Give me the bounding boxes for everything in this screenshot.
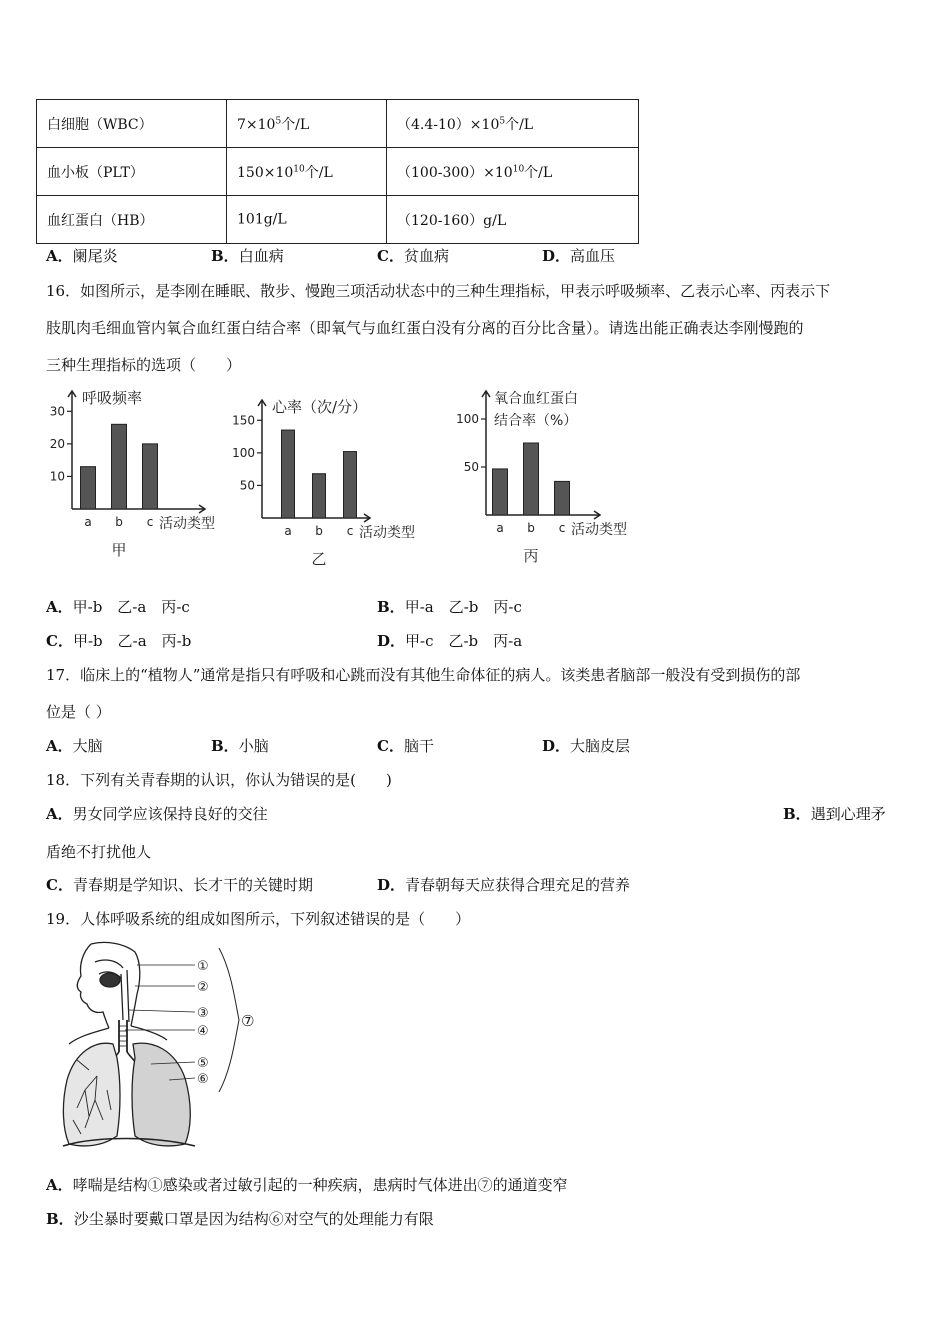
diagram-label-5: ⑤	[197, 1056, 209, 1071]
table-cell: 血小板（PLT）	[37, 148, 227, 196]
bar-c	[555, 481, 570, 515]
chart-caption: 乙	[311, 550, 327, 568]
x-tick-label: b	[115, 515, 123, 529]
bar-a	[493, 469, 508, 515]
bar-a	[81, 467, 96, 509]
y-tick-label: 100	[456, 412, 479, 426]
chart-caption: 丙	[523, 547, 539, 565]
respiratory-system-diagram	[55, 940, 275, 1155]
x-tick-label: a	[84, 515, 92, 529]
table-cell: 白细胞（WBC）	[37, 100, 227, 148]
bar-c	[143, 444, 158, 509]
q16-option-a[interactable]: A．甲-b 乙-a 丙-c	[46, 598, 190, 616]
y-tick-label: 50	[463, 460, 479, 474]
blood-test-table	[36, 99, 639, 244]
bar-a	[282, 430, 295, 518]
y-tick-label: 30	[49, 404, 65, 419]
q17-option-a[interactable]: A．大脑	[46, 737, 103, 755]
diagram-label-6: ⑥	[197, 1072, 209, 1087]
q17-stem-line: 17．临床上的“植物人”通常是指只有呼吸和心跳而没有其他生命体征的病人。该类患者脑部一般没有受到损伤的部	[46, 666, 801, 684]
q16-stem-line: 三种生理指标的选项（ ）	[46, 356, 242, 374]
y-tick-label: 20	[49, 436, 65, 451]
table-row	[37, 196, 639, 244]
q15-option-a[interactable]: A．阑尾炎	[46, 247, 118, 265]
q18-option-a[interactable]: A．男女同学应该保持良好的交往	[46, 805, 268, 823]
x-tick-label: a	[284, 524, 292, 538]
q18-stem: 18．下列有关青春期的认识，你认为错误的是( )	[46, 771, 392, 789]
chart-caption: 甲	[111, 541, 127, 559]
q17-option-d[interactable]: D．大脑皮层	[542, 737, 631, 755]
q16-option-b[interactable]: B．甲-a 乙-b 丙-c	[377, 598, 522, 616]
x-tick-label: c	[346, 524, 354, 538]
chart-oxyhemoglobin	[442, 385, 652, 570]
y-tick-label: 50	[239, 478, 255, 493]
chart-title: 结合率（%）	[494, 413, 578, 429]
q17-option-b[interactable]: B．小脑	[211, 737, 269, 755]
chart-breathing-rate	[40, 385, 240, 570]
diagram-label-2: ②	[197, 980, 209, 995]
diagram-label-3: ③	[197, 1006, 209, 1021]
table-cell: （120-160）g/L	[387, 196, 639, 244]
chart-title: 心率（次/分）	[272, 398, 368, 416]
bar-b	[524, 443, 539, 515]
q18-option-b[interactable]: B．遇到心理矛	[783, 805, 886, 823]
table-cell: $7\times 10^5$个/L	[227, 100, 387, 148]
q15-option-b[interactable]: B．白血病	[211, 247, 284, 265]
table-cell: 血红蛋白（HB）	[37, 196, 227, 244]
x-tick-label: c	[146, 515, 154, 529]
table-cell: 101g/L	[227, 196, 387, 244]
table-cell: $150\times 10^{10}$个/L	[227, 148, 387, 196]
chart-heart-rate	[222, 392, 432, 577]
bar-b	[112, 424, 127, 509]
x-tick-label: b	[315, 524, 323, 538]
y-tick-label: 150	[232, 413, 255, 428]
q16-stem-line: 16．如图所示，是李刚在睡眠、散步、慢跑三项活动状态中的三种生理指标，甲表示呼吸频率、乙表示心率、丙表示下	[46, 282, 831, 300]
y-tick-label: 100	[232, 445, 255, 460]
diagram-label-7: ⑦	[241, 1012, 255, 1030]
table-cell: $(100-300)\times 10^{10}$个/L	[387, 148, 639, 196]
q17-stem-line: 位是（ ）	[46, 703, 111, 721]
bar-b	[313, 474, 326, 518]
q17-option-c[interactable]: C．脑干	[377, 737, 434, 755]
chart-title: 氧合血红蛋白	[494, 391, 578, 407]
q18-option-c[interactable]: C．青春期是学知识、长才干的关键时期	[46, 876, 313, 894]
q18-option-d[interactable]: D．青春朝每天应获得合理充足的营养	[377, 876, 631, 894]
diagram-label-4: ④	[197, 1024, 209, 1039]
q16-option-c[interactable]: C．甲-b 乙-a 丙-b	[46, 632, 192, 650]
q19-option-b[interactable]: B．沙尘暴时要戴口罩是因为结构⑥对空气的处理能力有限	[46, 1210, 434, 1228]
x-axis-label: 活动类型	[159, 516, 215, 532]
table-row	[37, 100, 639, 148]
q19-stem: 19．人体呼吸系统的组成如图所示，下列叙述错误的是（ ）	[46, 910, 471, 928]
q15-option-d[interactable]: D．高血压	[542, 247, 616, 265]
bar-c	[344, 452, 357, 518]
diagram-label-1: ①	[197, 959, 209, 974]
x-tick-label: b	[527, 521, 535, 535]
x-axis-label: 活动类型	[359, 525, 415, 541]
q18-option-b-continued: 盾绝不打扰他人	[46, 843, 152, 861]
x-tick-label: a	[496, 521, 504, 535]
table-cell: $(4.4-10)\times 10^5$个/L	[387, 100, 639, 148]
q15-option-c[interactable]: C．贫血病	[377, 247, 449, 265]
x-tick-label: c	[558, 521, 566, 535]
q16-stem-line: 肢肌肉毛细血管内氧合血红蛋白结合率（即氧气与血红蛋白没有分离的百分比含量）。请选出能正确表达李刚慢跑的	[46, 319, 804, 337]
table-row	[37, 148, 639, 196]
q19-option-a[interactable]: A．哮喘是结构①感染或者过敏引起的一种疾病，患病时气体进出⑦的通道变窄	[46, 1176, 568, 1194]
q16-option-d[interactable]: D．甲-c 乙-b 丙-a	[377, 632, 523, 650]
y-tick-label: 10	[49, 469, 65, 484]
chart-title: 呼吸频率	[82, 389, 143, 407]
x-axis-label: 活动类型	[571, 522, 627, 538]
